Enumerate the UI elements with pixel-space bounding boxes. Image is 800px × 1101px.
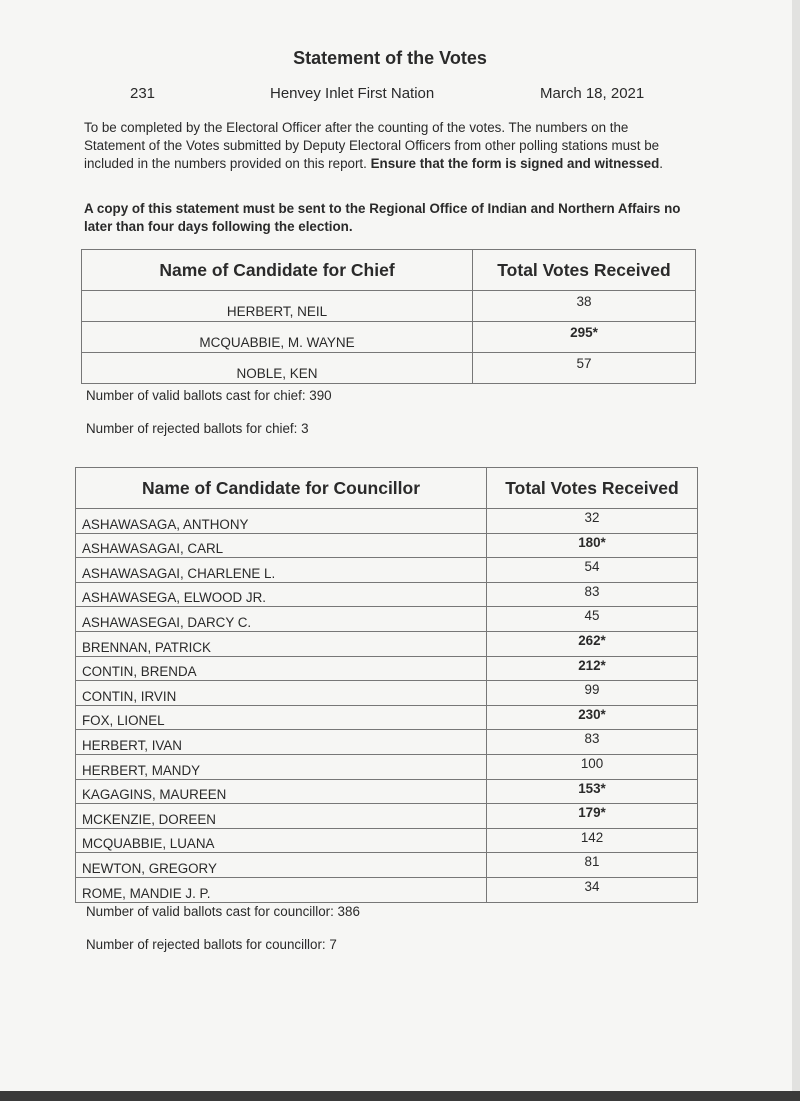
candidate-votes: 34 [487, 877, 698, 902]
candidate-votes: 230* [487, 705, 698, 730]
candidate-votes: 38 [473, 291, 696, 322]
election-date: March 18, 2021 [540, 85, 645, 102]
table-row [76, 631, 698, 656]
candidate-name: ROME, MANDIE J. P. [76, 877, 487, 902]
document-meta [0, 85, 800, 105]
candidate-name: HERBERT, NEIL [82, 291, 473, 322]
candidate-name: MCQUABBIE, LUANA [76, 828, 487, 853]
candidate-name: ASHAWASAGAI, CARL [76, 533, 487, 558]
candidate-name: BRENNAN, PATRICK [76, 631, 487, 656]
candidate-votes: 57 [473, 353, 696, 384]
candidate-votes: 99 [487, 681, 698, 706]
candidate-name: ASHAWASEGA, ELWOOD JR. [76, 582, 487, 607]
candidate-votes: 179* [487, 804, 698, 829]
intro-paragraph [84, 119, 664, 173]
table-row [76, 656, 698, 681]
candidate-name: CONTIN, IRVIN [76, 681, 487, 706]
table-row [76, 779, 698, 804]
candidate-votes: 142 [487, 828, 698, 853]
table-row [76, 607, 698, 632]
candidate-votes: 81 [487, 853, 698, 878]
table-row [76, 804, 698, 829]
intro-end: . [659, 156, 664, 171]
table-row [76, 853, 698, 878]
candidate-votes: 295* [473, 322, 696, 353]
intro-emphasis: Ensure that the form is signed and witnessed [370, 156, 660, 171]
councillor-valid-ballots: Number of valid ballots cast for councillor: 386 [86, 904, 360, 919]
candidate-votes: 212* [487, 656, 698, 681]
candidate-name: KAGAGINS, MAUREEN [76, 779, 487, 804]
candidate-votes: 45 [487, 607, 698, 632]
candidate-votes: 100 [487, 754, 698, 779]
candidate-votes: 153* [487, 779, 698, 804]
candidate-name: ASHAWASAGA, ANTHONY [76, 509, 487, 534]
table-row [76, 533, 698, 558]
candidate-name: NEWTON, GREGORY [76, 853, 487, 878]
candidate-votes: 180* [487, 533, 698, 558]
nation-name: Henvey Inlet First Nation [270, 85, 435, 102]
table-row [76, 877, 698, 902]
candidate-name: MCKENZIE, DOREEN [76, 804, 487, 829]
candidate-name: HERBERT, IVAN [76, 730, 487, 755]
chief-table-body [82, 291, 696, 384]
table-row [76, 754, 698, 779]
chief-valid-ballots: Number of valid ballots cast for chief: 390 [86, 388, 332, 403]
chief-header-row [82, 250, 696, 291]
table-row [76, 730, 698, 755]
scan-bottom-bar [0, 1091, 800, 1101]
candidate-votes: 32 [487, 509, 698, 534]
table-row [76, 681, 698, 706]
candidate-name: NOBLE, KEN [82, 353, 473, 384]
table-row [76, 509, 698, 534]
table-row [76, 582, 698, 607]
candidate-name: FOX, LIONEL [76, 705, 487, 730]
table-row [82, 322, 696, 353]
intro-text: To be completed by the Electoral Officer after the counting of the votes. The numbers on the Statement of the Votes submitted by Deputy Electoral Officers from other polling stations must be included in the numbers provided on this report. [84, 120, 660, 171]
document-number: 231 [130, 85, 156, 102]
chief-results-table [81, 249, 696, 384]
chief-rejected-ballots: Number of rejected ballots for chief: 3 [86, 421, 309, 436]
table-row [82, 353, 696, 384]
candidate-votes: 262* [487, 631, 698, 656]
candidate-name: ASHAWASEGAI, DARCY C. [76, 607, 487, 632]
candidate-votes: 83 [487, 582, 698, 607]
councillor-rejected-ballots: Number of rejected ballots for councillor: 7 [86, 937, 337, 952]
table-row [76, 828, 698, 853]
copy-note: A copy of this statement must be sent to the Regional Office of Indian and Northern Affairs no later than four days following the election. [84, 201, 681, 234]
candidate-votes: 54 [487, 558, 698, 583]
candidate-name: CONTIN, BRENDA [76, 656, 487, 681]
table-row [82, 291, 696, 322]
candidate-votes: 83 [487, 730, 698, 755]
councillor-votes-header: Total Votes Received [487, 468, 698, 509]
chief-votes-header: Total Votes Received [473, 250, 696, 291]
page-title: Statement of the Votes [293, 48, 487, 68]
chief-name-header: Name of Candidate for Chief [82, 250, 473, 291]
table-row [76, 705, 698, 730]
councillor-results-table [75, 467, 698, 903]
candidate-name: HERBERT, MANDY [76, 754, 487, 779]
candidate-name: MCQUABBIE, M. WAYNE [82, 322, 473, 353]
councillor-table-body [76, 509, 698, 903]
councillor-name-header: Name of Candidate for Councillor [76, 468, 487, 509]
candidate-name: ASHAWASAGAI, CHARLENE L. [76, 558, 487, 583]
table-row [76, 558, 698, 583]
scan-edge [792, 0, 800, 1101]
councillor-header-row [76, 468, 698, 509]
